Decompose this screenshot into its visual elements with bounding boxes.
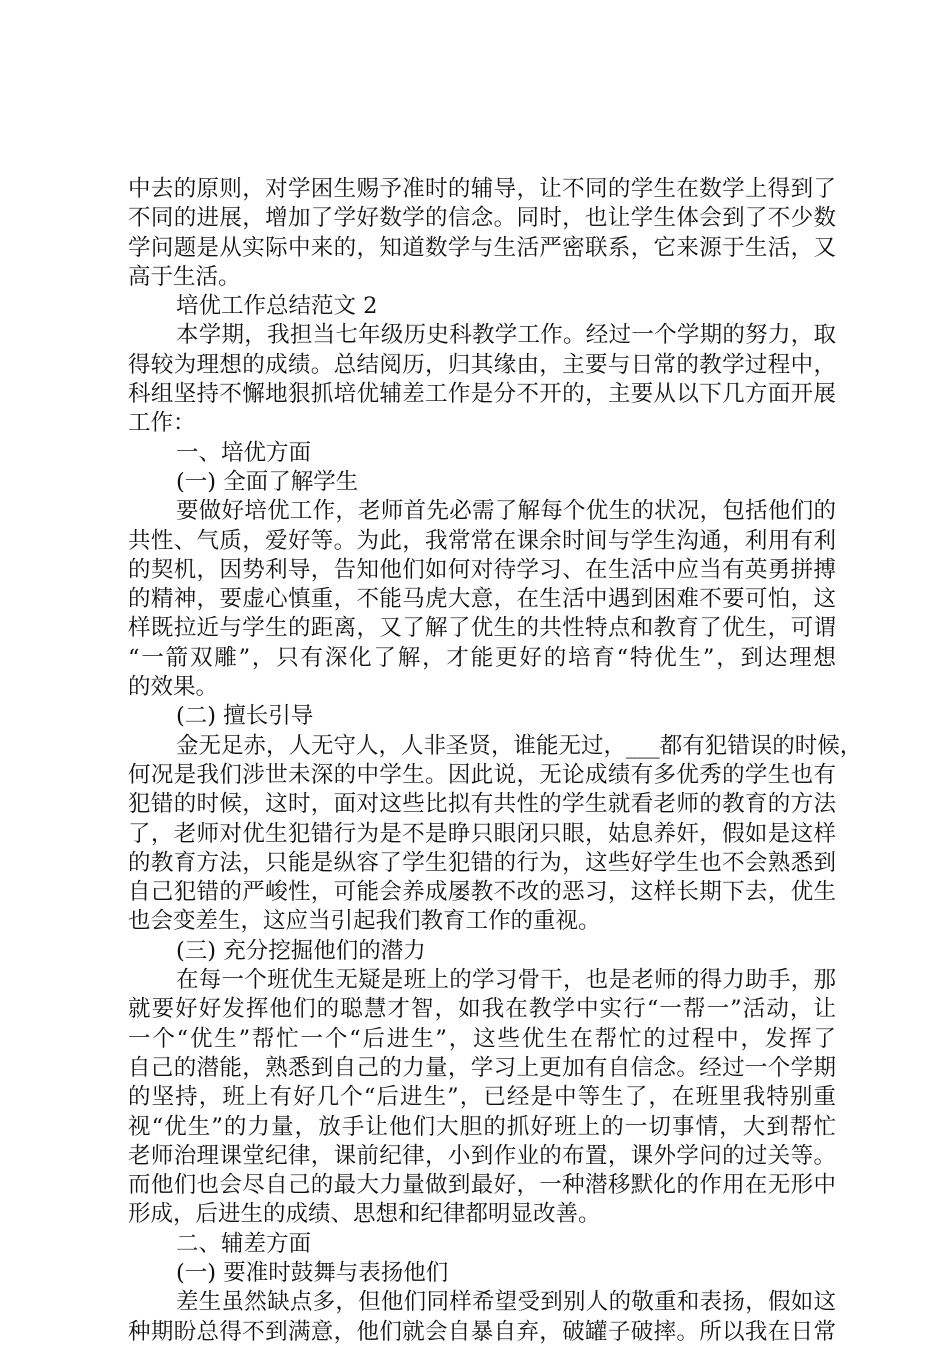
text-line: 自己的潜能，熟悉到自己的力量，学习上更加有自信念。经过一个学期: [128, 1054, 836, 1081]
text-line: 何况是我们涉世未深的中学生。因此说，无论成绩有多优秀的学生也有: [128, 761, 836, 788]
text-line: 自己犯错的严峻性，可能会养成屡教不改的恶习，这样长期下去，优生: [128, 879, 836, 906]
text-line: 不同的进展，增加了学好数学的信念。同时，也让学生体会到了不少数: [128, 205, 836, 232]
text-line: 在每一个班优生无疑是班上的学习骨干，也是老师的得力助手，那: [176, 967, 836, 994]
text-line: 也会变差生，这应当引起我们教育工作的重视。: [128, 908, 601, 935]
text-line: 要做好培优工作，老师首先必需了解每个优生的状况，包括他们的: [176, 498, 836, 525]
text-line: 的教育方法，只能是纵容了学生犯错的行为，这些好学生也不会熟悉到: [128, 849, 836, 876]
text-line: 形成，后进生的成绩、思想和纪律都明显改善。: [128, 1201, 601, 1228]
text-line: 工作：: [128, 410, 196, 437]
text-line: 一、培优方面: [176, 439, 312, 466]
text-line: 就要好好发挥他们的聪慧才智，如我在教学中实行“一帮一”活动，让: [128, 996, 836, 1023]
text-line: 学问题是从实际中来的，知道数学与生活严密联系，它来源于生活，又: [128, 234, 836, 261]
document-body: [128, 175, 863, 1347]
text-line: 的效果。: [128, 674, 219, 701]
text-line: 一个“优生”帮忙一个“后进生”，这些优生在帮忙的过程中，发挥了: [128, 1025, 836, 1052]
text-line: 而他们也会尽自己的最大力量做到最好，一种潜移默化的作用在无形中: [128, 1172, 836, 1199]
text-line: 共性、气质，爱好等。为此，我常常在课余时间与学生沟通，利用有利: [128, 527, 836, 554]
text-line: (三) 充分挖掘他们的潜力: [176, 937, 426, 964]
text-line: 的坚持，班上有好几个“后进生”，已经是中等生了，在班里我特别重: [128, 1084, 836, 1111]
text-line: 培优工作总结范文 2: [176, 293, 378, 320]
text-line: 高于生活。: [128, 263, 241, 290]
text-line: 金无足赤，人无守人，人非圣贤，谁能无过，___都有犯错误的时候，: [176, 732, 863, 759]
text-line: 种期盼总得不到满意，他们就会自暴自弃，破罐子破摔。所以我在日常: [128, 1318, 836, 1345]
text-line: 了，老师对优生犯错行为是不是睁只眼闭只眼，姑息养奸，假如是这样: [128, 820, 836, 847]
text-line: “一箭双雕”，只有深化了解，才能更好的培育“特优生”，到达理想: [128, 644, 836, 671]
text-line: 样既拉近与学生的距离，又了解了优生的共性特点和教育了优生，可谓: [128, 615, 836, 642]
text-line: (一) 全面了解学生: [176, 468, 359, 495]
text-line: 老师治理课堂纪律，课前纪律，小到作业的布置，课外学问的过关等。: [128, 1142, 836, 1169]
text-line: 科组坚持不懈地狠抓培优辅差工作是分不开的，主要从以下几方面开展: [128, 381, 836, 408]
text-line: 二、辅差方面: [176, 1230, 312, 1257]
text-line: (一) 要准时鼓舞与表扬他们: [176, 1259, 449, 1286]
text-line: 差生虽然缺点多，但他们同样希望受到别人的敬重和表扬，假如这: [176, 1289, 836, 1316]
text-line: 本学期，我担当七年级历史科教学工作。经过一个学期的努力，取: [176, 322, 836, 349]
text-line: 视“优生”的力量，放手让他们大胆的抓好班上的一切事情，大到帮忙: [128, 1113, 836, 1140]
text-line: 得较为理想的成绩。总结阅历，归其缘由，主要与日常的教学过程中，: [128, 351, 836, 378]
text-line: 的契机，因势利导，告知他们如何对待学习、在生活中应当有英勇拼搏: [128, 556, 836, 583]
text-line: 的精神，要虚心慎重，不能马虎大意，在生活中遇到困难不要可怕，这: [128, 586, 836, 613]
text-line: 犯错的时候，这时，面对这些比拟有共性的学生就看老师的教育的方法: [128, 791, 836, 818]
text-line: 中去的原则，对学困生赐予准时的辅导，让不同的学生在数学上得到了: [128, 176, 836, 202]
text-line: (二) 擅长引导: [176, 703, 314, 730]
